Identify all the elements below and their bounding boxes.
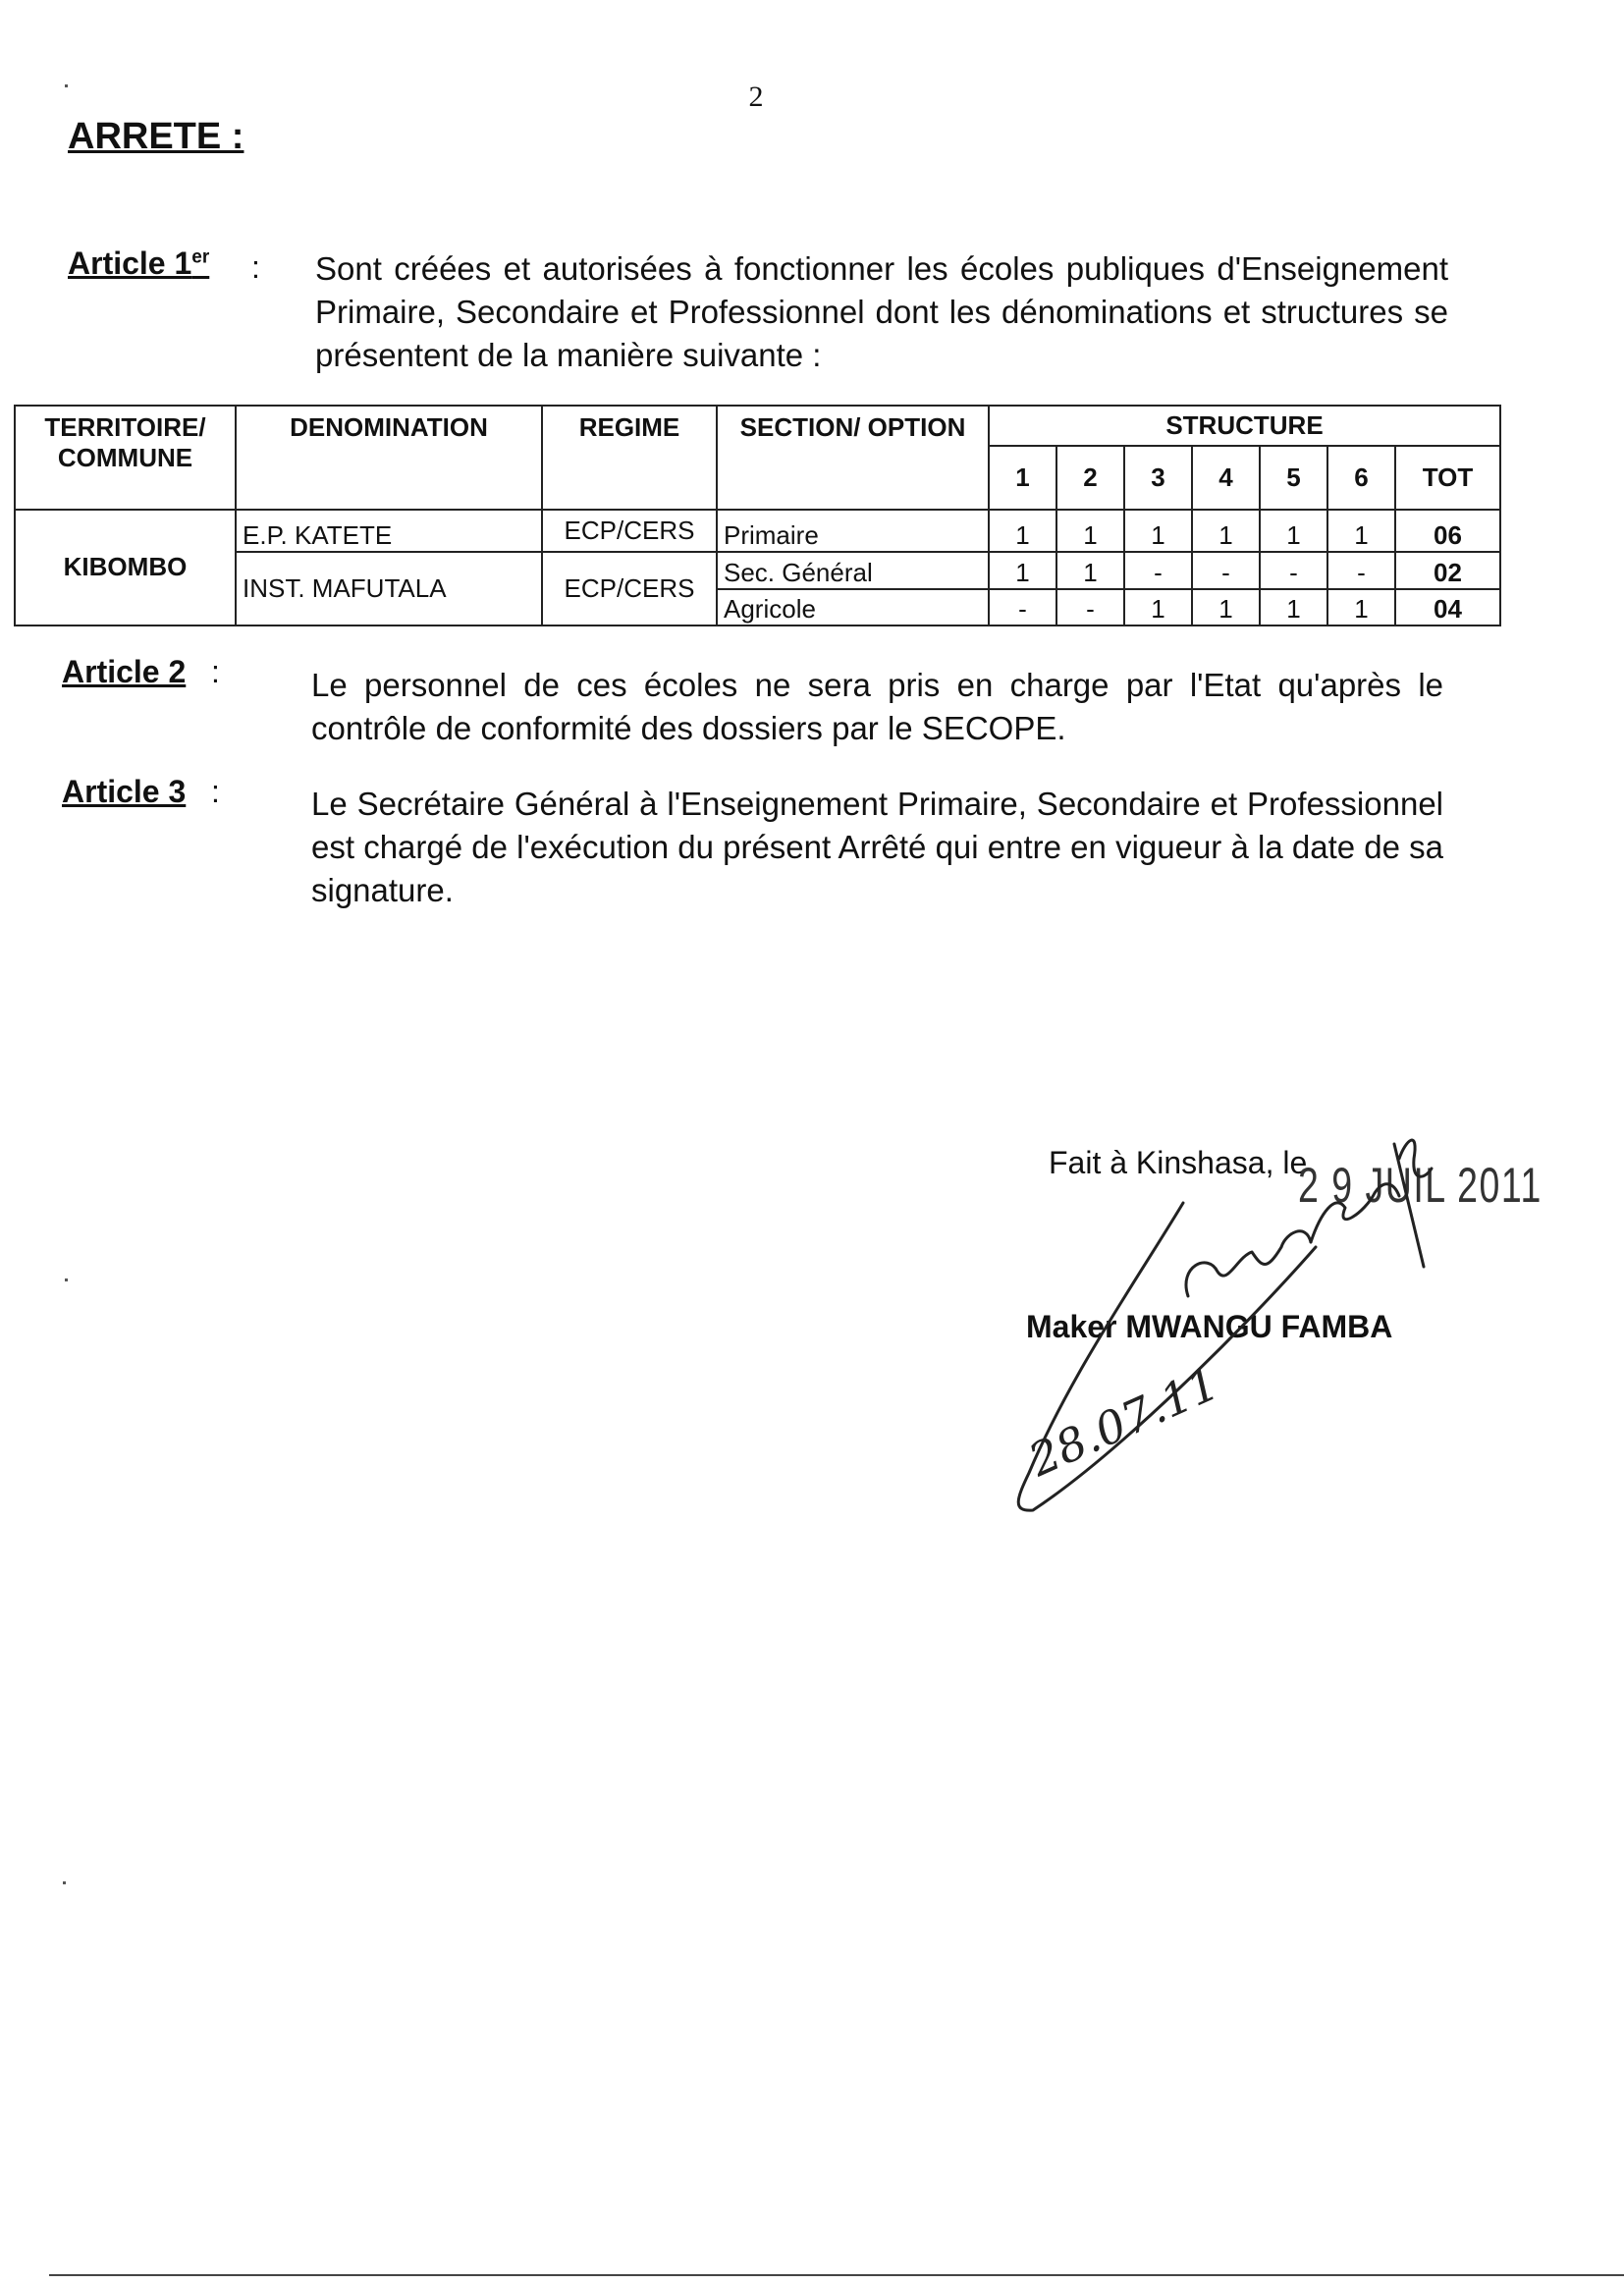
article-1-colon: : <box>251 249 260 285</box>
level-cell: - <box>1056 589 1124 625</box>
level-cell: - <box>1192 552 1260 588</box>
article-1-label <box>68 245 209 282</box>
article-3-colon: : <box>211 774 220 809</box>
bottom-rule <box>49 2274 1624 2276</box>
page-number: 2 <box>748 81 764 113</box>
scan-speck <box>63 1881 66 1884</box>
territory-cell: KIBOMBO <box>15 510 236 625</box>
section-cell: Sec. Général <box>717 552 989 588</box>
section-cell: Agricole <box>717 589 989 625</box>
stamp-date: 2 9 JUIL 2011 <box>1298 1158 1543 1213</box>
header-structure: STRUCTURE <box>989 406 1500 446</box>
level-cell: 1 <box>1124 510 1192 553</box>
article-1-text: Sont créées et autorisées à fonctionner les écoles publiques d'Enseignement Primaire, Secondaire et Professionnel dont les dénominations et structures se présentent de la manière suivante : <box>315 250 1448 373</box>
level-cell: 1 <box>1056 510 1124 553</box>
header-level-6: 6 <box>1327 446 1395 509</box>
level-cell: 1 <box>989 510 1056 553</box>
denomination-cell: E.P. KATETE <box>236 510 542 553</box>
level-cell: 1 <box>1327 510 1395 553</box>
header-level-2: 2 <box>1056 446 1124 509</box>
signatory-name: Maker MWANGU FAMBA <box>1026 1309 1393 1344</box>
total-cell: 02 <box>1395 552 1500 588</box>
level-cell: 1 <box>1124 589 1192 625</box>
header-tot: TOT <box>1395 446 1500 509</box>
total-cell: 06 <box>1395 510 1500 553</box>
level-cell: 1 <box>989 552 1056 588</box>
section-cell: Primaire <box>717 510 989 553</box>
handwritten-date: 28.07.11 <box>1021 1356 1227 1487</box>
regime-cell: ECP/CERS <box>542 552 717 625</box>
scan-speck <box>65 1278 68 1281</box>
article-2-colon: : <box>211 654 220 689</box>
level-cell: 1 <box>1260 589 1327 625</box>
article-3-text: Le Secrétaire Général à l'Enseignement Primaire, Secondaire et Professionnel est chargé de l'exécution du présent Arrêté qui entre en vigueur à la date de sa signature. <box>311 786 1443 908</box>
total-cell: 04 <box>1395 589 1500 625</box>
place-date: Fait à Kinshasa, le <box>1049 1145 1308 1180</box>
header-level-1: 1 <box>989 446 1056 509</box>
level-cell: - <box>1124 552 1192 588</box>
article-1-label-sup: er <box>191 246 210 268</box>
header-level-4: 4 <box>1192 446 1260 509</box>
level-cell: 1 <box>1260 510 1327 553</box>
article-2-label: Article 2 <box>62 654 187 689</box>
level-cell: - <box>1260 552 1327 588</box>
level-cell: 1 <box>1192 589 1260 625</box>
header-denomination: DENOMINATION <box>236 406 542 510</box>
header-territoire: TERRITOIRE/ COMMUNE <box>15 406 236 510</box>
level-cell: - <box>989 589 1056 625</box>
article-3-label: Article 3 <box>62 774 187 809</box>
header-level-5: 5 <box>1260 446 1327 509</box>
header-regime: REGIME <box>542 406 717 510</box>
level-cell: - <box>1327 552 1395 588</box>
level-cell: 1 <box>1327 589 1395 625</box>
header-level-3: 3 <box>1124 446 1192 509</box>
regime-cell: ECP/CERS <box>542 510 717 553</box>
denomination-cell: INST. MAFUTALA <box>236 552 542 625</box>
article-1-label-main: Article 1 <box>68 245 192 281</box>
level-cell: 1 <box>1056 552 1124 588</box>
table-row <box>15 552 1500 588</box>
table-row <box>15 510 1500 553</box>
scan-speck <box>65 84 68 87</box>
article-2-text: Le personnel de ces écoles ne sera pris en charge par l'Etat qu'après le contrôle de conformité des dossiers par le SECOPE. <box>311 667 1443 746</box>
header-section: SECTION/ OPTION <box>717 406 989 510</box>
page-heading: ARRETE : <box>68 116 244 157</box>
schools-structure-table <box>14 405 1501 626</box>
level-cell: 1 <box>1192 510 1260 553</box>
